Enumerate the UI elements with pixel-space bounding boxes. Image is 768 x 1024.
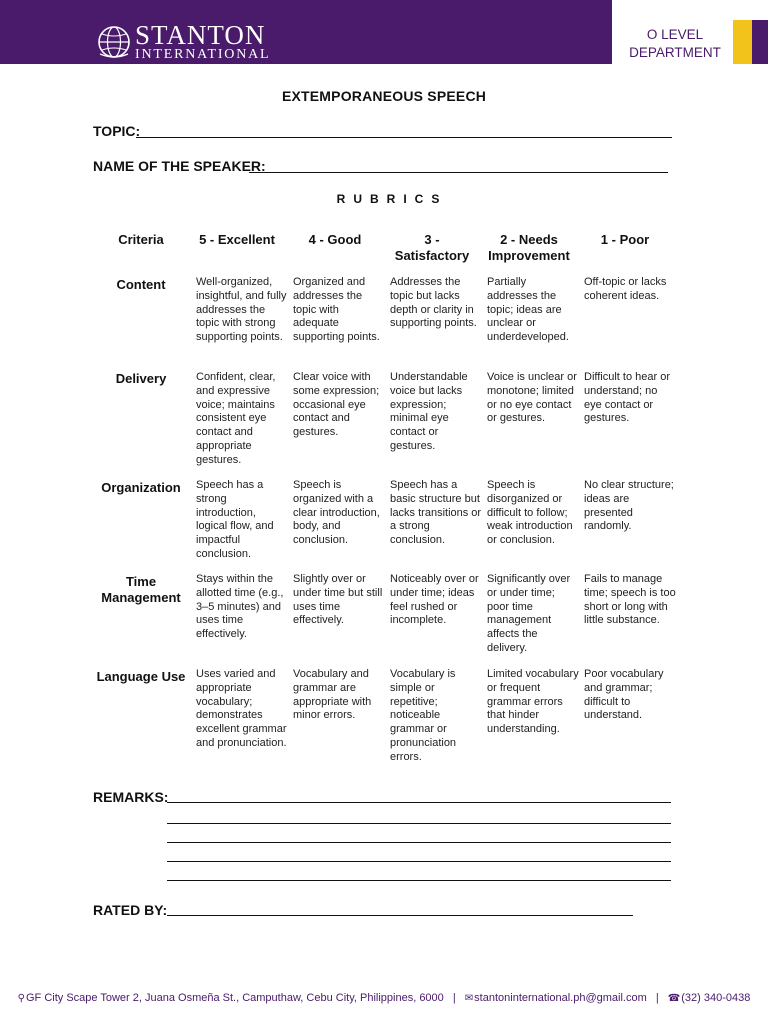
cell-content-1: Off-topic or lacks coherent ideas. (584, 276, 667, 302)
cell-organization-3: Speech has a basic structure but lacks transitions or a strong conclusion. (390, 479, 482, 547)
header-good: 4 - Good (308, 232, 362, 247)
header-needs-improvement: 2 - Needs Improvement (488, 232, 570, 263)
cell-time-3: Noticeably over or under time; ideas feel rushed or incomplete. (390, 573, 479, 627)
gold-accent-bar (733, 20, 752, 64)
cell-language-2: Limited vocabulary or frequent grammar errors that hinder understanding. (487, 668, 579, 736)
header-poor: 1 - Poor (600, 232, 650, 247)
speaker-input-line[interactable] (249, 172, 668, 173)
footer-phone[interactable]: (32) 340-0438 (681, 992, 751, 1004)
phone-icon: ☎ (667, 993, 681, 1004)
header-band (0, 0, 612, 64)
speaker-label: NAME OF THE SPEAKER: (93, 158, 266, 174)
cell-time-4: Slightly over or under time but still uses time effectively. (293, 573, 383, 627)
cell-delivery-4: Clear voice with some expression; occasional eye contact and gestures. (293, 371, 380, 439)
rated-by-line[interactable] (167, 915, 633, 916)
rated-by-label: RATED BY: (93, 902, 168, 918)
criterion-content: Content (116, 277, 166, 292)
page-footer (0, 992, 768, 1004)
footer-address: GF City Scape Tower 2, Juana Osmeña St., Camputhaw, Cebu City, Philippines, 6000 (25, 992, 444, 1004)
globe-logo-icon (96, 24, 132, 60)
criterion-delivery: Delivery (115, 371, 167, 386)
remarks-line-3[interactable] (167, 842, 671, 843)
department-line2: DEPARTMENT (629, 45, 721, 60)
remarks-line-4[interactable] (167, 861, 671, 862)
remarks-line-2[interactable] (167, 823, 671, 824)
cell-language-5: Uses varied and appropriate vocabulary; demonstrates excellent grammar and pronunciation. (196, 668, 287, 749)
cell-time-1: Fails to manage time; speech is too short or long with little substance. (584, 573, 676, 627)
topic-label: TOPIC: (93, 123, 141, 139)
footer-separator: | (655, 992, 659, 1004)
cell-time-5: Stays within the allotted time (e.g., 3–5 minutes) and uses time effectively. (196, 573, 284, 641)
header-excellent: 5 - Excellent (199, 232, 275, 247)
cell-organization-1: No clear structure; ideas are presented randomly. (584, 479, 674, 533)
cell-language-3: Vocabulary is simple or repetitive; noticeable grammar or pronunciation errors. (390, 668, 457, 763)
footer-email[interactable]: stantoninternational.ph@gmail.com (474, 992, 647, 1004)
cell-time-2: Significantly over or under time; poor time management affects the delivery. (487, 573, 571, 654)
remarks-line-5[interactable] (167, 880, 671, 881)
cell-content-3: Addresses the topic but lacks depth or clarity in supporting points. (390, 276, 477, 330)
cell-language-4: Vocabulary and grammar are appropriate with minor errors. (293, 668, 372, 722)
remarks-line-1[interactable] (167, 802, 671, 803)
envelope-icon: ✉ (464, 993, 474, 1004)
cell-delivery-1: Difficult to hear or understand; no eye contact or gestures. (584, 371, 671, 425)
page-title: EXTEMPORANEOUS SPEECH (281, 88, 487, 104)
department-line1: O LEVEL (646, 27, 704, 42)
topic-input-line[interactable] (136, 137, 672, 138)
cell-delivery-2: Voice is unclear or monotone; limited or no eye contact or gestures. (487, 371, 577, 425)
cell-delivery-5: Confident, clear, and expressive voice; maintains consistent eye contact and appropriate gestures. (196, 371, 276, 466)
rubrics-heading: RUBRICS (336, 192, 448, 206)
header-satisfactory: 3 - Satisfactory (394, 232, 470, 263)
header-criteria: Criteria (118, 232, 164, 247)
brand-line1: STANTON (135, 20, 266, 50)
page-header (0, 0, 768, 64)
department-label (616, 26, 734, 62)
cell-organization-2: Speech is disorganized or difficult to follow; weak introduction or conclusion. (487, 479, 573, 547)
cell-content-4: Organized and addresses the topic with adequate supporting points. (293, 276, 380, 344)
purple-accent-bar (752, 20, 768, 64)
brand-line2: INTERNATIONAL (135, 47, 271, 62)
cell-content-2: Partially addresses the topic; ideas are unclear or underdeveloped. (487, 276, 569, 344)
criterion-organization: Organization (101, 480, 181, 495)
criterion-time-management: Time Management (101, 574, 181, 605)
cell-delivery-3: Understandable voice but lacks expression; minimal eye contact or gestures. (390, 371, 468, 452)
criterion-language-use: Language Use (96, 669, 186, 684)
remarks-label: REMARKS: (93, 789, 169, 805)
cell-organization-4: Speech is organized with a clear introduction, body, and conclusion. (293, 479, 380, 547)
cell-content-5: Well-organized, insightful, and fully addresses the topic with strong supporting points. (196, 276, 287, 344)
footer-separator: | (452, 992, 456, 1004)
location-pin-icon: ⚲ (17, 993, 25, 1004)
cell-organization-5: Speech has a strong introduction, logical flow, and impactful conclusion. (196, 479, 274, 560)
cell-language-1: Poor vocabulary and grammar; difficult to understand. (584, 668, 664, 722)
brand-logo (135, 22, 270, 61)
